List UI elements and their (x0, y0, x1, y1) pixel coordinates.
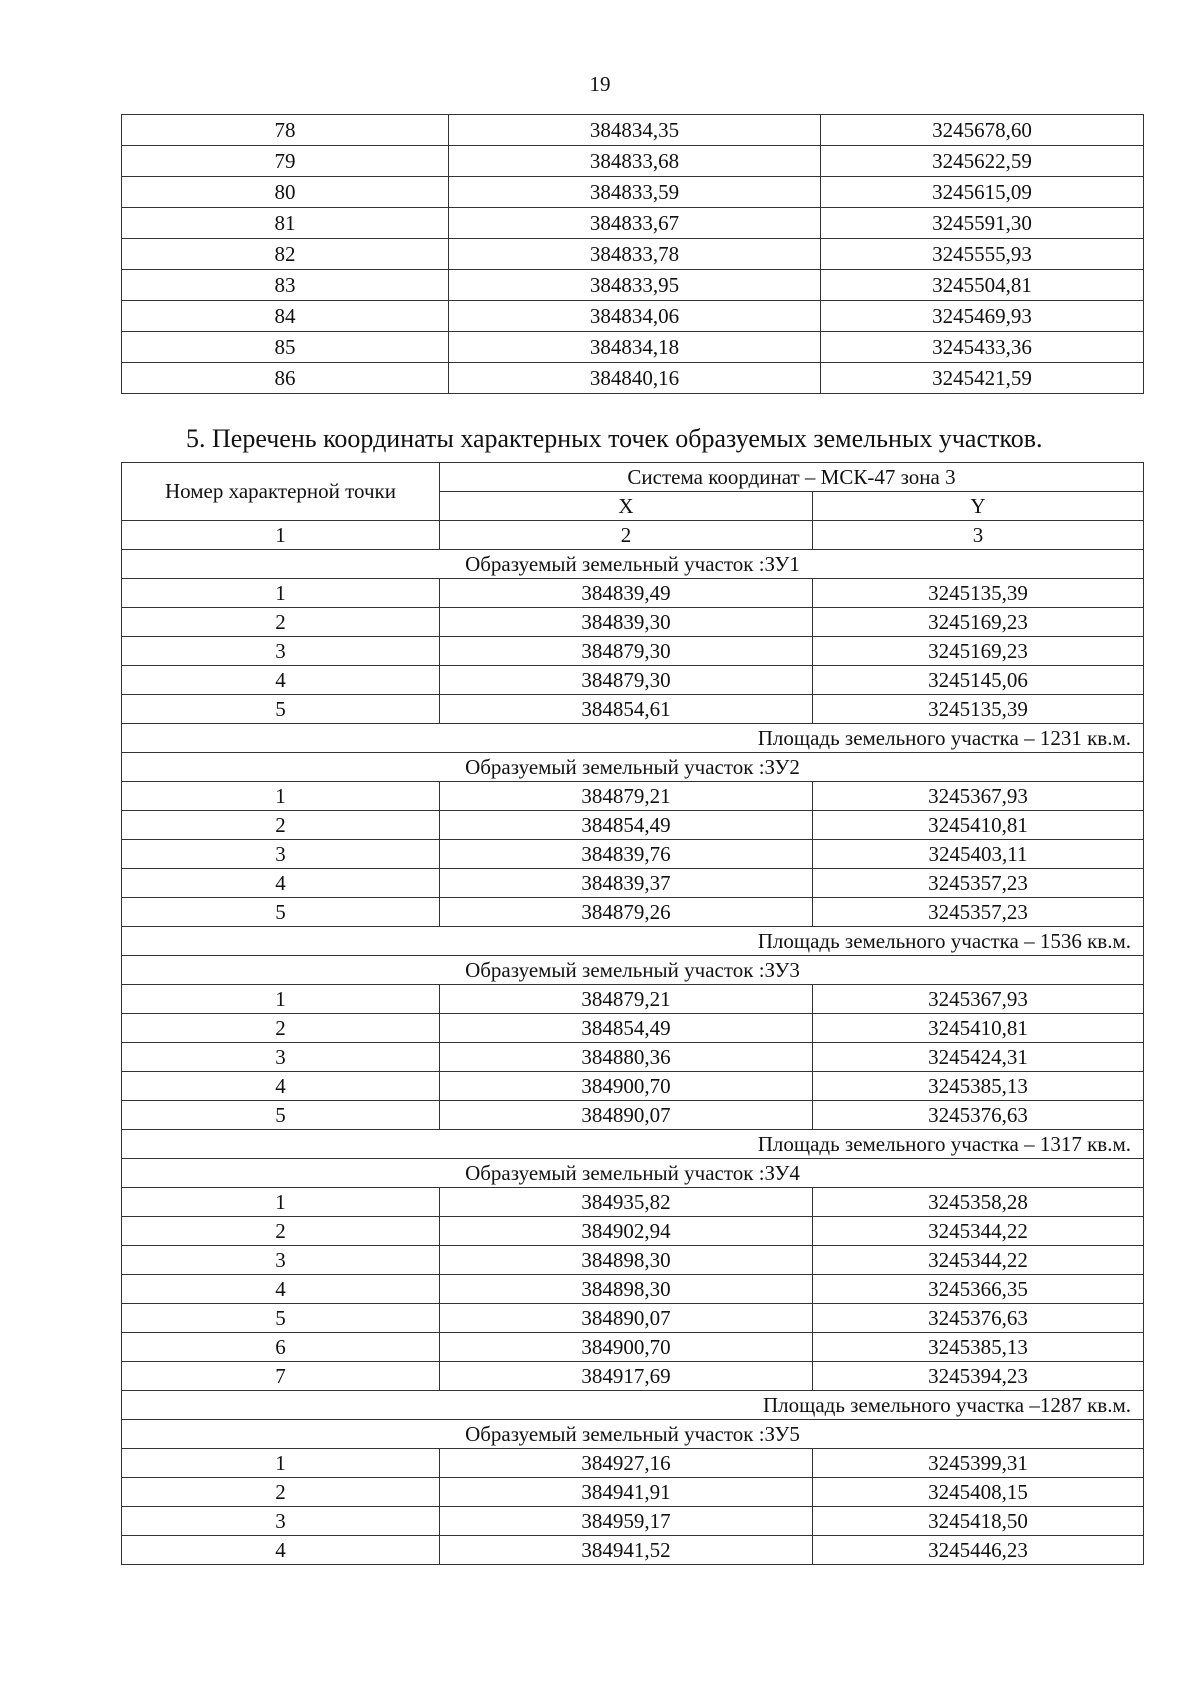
x-coordinate-cell: 384941,52 (440, 1536, 813, 1565)
y-coordinate-cell: 3245376,63 (813, 1304, 1144, 1333)
x-coordinate-cell: 384935,82 (440, 1188, 813, 1217)
x-column-header: X (440, 492, 813, 521)
point-number-cell: 86 (122, 363, 449, 394)
land-plot-title: Образуемый земельный участок :ЗУ5 (122, 1420, 1144, 1449)
point-number-cell: 5 (122, 1101, 440, 1130)
y-coordinate-cell: 3245385,13 (813, 1333, 1144, 1362)
land-plot-area-row (122, 724, 1144, 753)
y-coordinate-cell: 3245394,23 (813, 1362, 1144, 1391)
land-plot-area: Площадь земельного участка – 1231 кв.м. (122, 724, 1144, 753)
table-row (122, 1188, 1144, 1217)
y-coordinate-cell: 3245504,81 (821, 270, 1144, 301)
table-row (122, 1072, 1144, 1101)
y-coordinate-cell: 3245357,23 (813, 898, 1144, 927)
x-coordinate-cell: 384879,21 (440, 782, 813, 811)
point-number-cell: 4 (122, 1536, 440, 1565)
table-row (122, 1101, 1144, 1130)
point-number-cell: 5 (122, 1304, 440, 1333)
x-coordinate-cell: 384839,49 (440, 579, 813, 608)
table-row (122, 666, 1144, 695)
land-plot-title: Образуемый земельный участок :ЗУ3 (122, 956, 1144, 985)
x-coordinate-cell: 384839,30 (440, 608, 813, 637)
point-number-cell: 2 (122, 1014, 440, 1043)
y-coordinate-cell: 3245357,23 (813, 869, 1144, 898)
point-number-cell: 2 (122, 1217, 440, 1246)
y-coordinate-cell: 3245169,23 (813, 608, 1144, 637)
header-row (122, 463, 1144, 492)
y-coordinate-cell: 3245469,93 (821, 301, 1144, 332)
x-coordinate-cell: 384927,16 (440, 1449, 813, 1478)
x-coordinate-cell: 384898,30 (440, 1246, 813, 1275)
x-coordinate-cell: 384900,70 (440, 1333, 813, 1362)
y-coordinate-cell: 3245446,23 (813, 1536, 1144, 1565)
y-coordinate-cell: 3245408,15 (813, 1478, 1144, 1507)
column-number: 1 (122, 521, 440, 550)
coordinate-system-header: Система координат – МСК-47 зона 3 (440, 463, 1144, 492)
table-row (122, 1507, 1144, 1536)
point-number-cell: 3 (122, 1043, 440, 1072)
y-coordinate-cell: 3245169,23 (813, 637, 1144, 666)
coordinates-table-continued (121, 114, 1144, 394)
table-row (122, 332, 1144, 363)
table-row (122, 177, 1144, 208)
section-heading: 5. Перечень координаты характерных точек образуемых земельных участков. (186, 424, 1043, 453)
table-row (122, 1304, 1144, 1333)
y-coordinate-cell: 3245358,28 (813, 1188, 1144, 1217)
x-coordinate-cell: 384879,26 (440, 898, 813, 927)
point-number-cell: 3 (122, 840, 440, 869)
land-plot-area-row (122, 927, 1144, 956)
x-coordinate-cell: 384902,94 (440, 1217, 813, 1246)
table-row (122, 1362, 1144, 1391)
land-plot-title-row (122, 753, 1144, 782)
point-number-cell: 2 (122, 608, 440, 637)
x-coordinate-cell: 384834,06 (449, 301, 821, 332)
x-coordinate-cell: 384840,16 (449, 363, 821, 394)
table-row (122, 608, 1144, 637)
point-number-cell: 1 (122, 1188, 440, 1217)
y-coordinate-cell: 3245376,63 (813, 1101, 1144, 1130)
point-number-cell: 6 (122, 1333, 440, 1362)
table-row (122, 811, 1144, 840)
column-number-row (122, 521, 1144, 550)
x-coordinate-cell: 384880,36 (440, 1043, 813, 1072)
point-number-cell: 3 (122, 637, 440, 666)
point-number-cell: 4 (122, 666, 440, 695)
y-coordinate-cell: 3245421,59 (821, 363, 1144, 394)
x-coordinate-cell: 384941,91 (440, 1478, 813, 1507)
point-number-cell: 85 (122, 332, 449, 363)
land-plot-area-row (122, 1130, 1144, 1159)
point-number-cell: 78 (122, 115, 449, 146)
x-coordinate-cell: 384833,95 (449, 270, 821, 301)
y-coordinate-cell: 3245424,31 (813, 1043, 1144, 1072)
land-plot-title: Образуемый земельный участок :ЗУ1 (122, 550, 1144, 579)
table-row (122, 146, 1144, 177)
table-row (122, 1449, 1144, 1478)
point-number-cell: 1 (122, 1449, 440, 1478)
y-column-header: Y (813, 492, 1144, 521)
x-coordinate-cell: 384959,17 (440, 1507, 813, 1536)
point-number-cell: 1 (122, 985, 440, 1014)
x-coordinate-cell: 384890,07 (440, 1101, 813, 1130)
x-coordinate-cell: 384833,68 (449, 146, 821, 177)
x-coordinate-cell: 384839,37 (440, 869, 813, 898)
y-coordinate-cell: 3245344,22 (813, 1217, 1144, 1246)
table-row (122, 1043, 1144, 1072)
point-number-header: Номер характерной точки (122, 463, 440, 521)
land-plot-coordinates-table (121, 462, 1144, 1565)
table-row (122, 637, 1144, 666)
x-coordinate-cell: 384833,59 (449, 177, 821, 208)
point-number-cell: 1 (122, 579, 440, 608)
table-row (122, 1246, 1144, 1275)
table-row (122, 1275, 1144, 1304)
y-coordinate-cell: 3245135,39 (813, 695, 1144, 724)
land-plot-area-row (122, 1391, 1144, 1420)
point-number-cell: 2 (122, 1478, 440, 1507)
x-coordinate-cell: 384854,49 (440, 1014, 813, 1043)
table-row (122, 1333, 1144, 1362)
land-plot-title-row (122, 956, 1144, 985)
point-number-cell: 83 (122, 270, 449, 301)
y-coordinate-cell: 3245403,11 (813, 840, 1144, 869)
point-number-cell: 2 (122, 811, 440, 840)
x-coordinate-cell: 384898,30 (440, 1275, 813, 1304)
point-number-cell: 5 (122, 898, 440, 927)
x-coordinate-cell: 384879,30 (440, 637, 813, 666)
point-number-cell: 4 (122, 869, 440, 898)
x-coordinate-cell: 384879,21 (440, 985, 813, 1014)
x-coordinate-cell: 384879,30 (440, 666, 813, 695)
y-coordinate-cell: 3245622,59 (821, 146, 1144, 177)
table-row (122, 270, 1144, 301)
y-coordinate-cell: 3245135,39 (813, 579, 1144, 608)
y-coordinate-cell: 3245410,81 (813, 811, 1144, 840)
point-number-cell: 1 (122, 782, 440, 811)
y-coordinate-cell: 3245344,22 (813, 1246, 1144, 1275)
table-row (122, 1217, 1144, 1246)
land-plot-title-row (122, 1159, 1144, 1188)
x-coordinate-cell: 384834,18 (449, 332, 821, 363)
x-coordinate-cell: 384890,07 (440, 1304, 813, 1333)
table-row (122, 363, 1144, 394)
table-row (122, 579, 1144, 608)
y-coordinate-cell: 3245418,50 (813, 1507, 1144, 1536)
x-coordinate-cell: 384900,70 (440, 1072, 813, 1101)
page-number: 19 (589, 72, 611, 96)
table-row (122, 208, 1144, 239)
y-coordinate-cell: 3245678,60 (821, 115, 1144, 146)
table-row (122, 898, 1144, 927)
table-row (122, 869, 1144, 898)
point-number-cell: 3 (122, 1507, 440, 1536)
point-number-cell: 3 (122, 1246, 440, 1275)
y-coordinate-cell: 3245433,36 (821, 332, 1144, 363)
column-number: 3 (813, 521, 1144, 550)
x-coordinate-cell: 384854,61 (440, 695, 813, 724)
column-number: 2 (440, 521, 813, 550)
table-row (122, 115, 1144, 146)
y-coordinate-cell: 3245367,93 (813, 782, 1144, 811)
point-number-cell: 4 (122, 1275, 440, 1304)
y-coordinate-cell: 3245410,81 (813, 1014, 1144, 1043)
x-coordinate-cell: 384834,35 (449, 115, 821, 146)
x-coordinate-cell: 384833,67 (449, 208, 821, 239)
point-number-cell: 4 (122, 1072, 440, 1101)
land-plot-title-row (122, 550, 1144, 579)
land-plot-area: Площадь земельного участка – 1536 кв.м. (122, 927, 1144, 956)
table-row (122, 695, 1144, 724)
x-coordinate-cell: 384917,69 (440, 1362, 813, 1391)
table-row (122, 239, 1144, 270)
point-number-cell: 7 (122, 1362, 440, 1391)
table-row (122, 1478, 1144, 1507)
y-coordinate-cell: 3245367,93 (813, 985, 1144, 1014)
x-coordinate-cell: 384854,49 (440, 811, 813, 840)
point-number-cell: 82 (122, 239, 449, 270)
y-coordinate-cell: 3245145,06 (813, 666, 1144, 695)
point-number-cell: 5 (122, 695, 440, 724)
table-row (122, 840, 1144, 869)
table-row (122, 782, 1144, 811)
y-coordinate-cell: 3245366,35 (813, 1275, 1144, 1304)
table-row (122, 1536, 1144, 1565)
point-number-cell: 79 (122, 146, 449, 177)
x-coordinate-cell: 384839,76 (440, 840, 813, 869)
y-coordinate-cell: 3245555,93 (821, 239, 1144, 270)
x-coordinate-cell: 384833,78 (449, 239, 821, 270)
y-coordinate-cell: 3245615,09 (821, 177, 1144, 208)
point-number-cell: 81 (122, 208, 449, 239)
y-coordinate-cell: 3245591,30 (821, 208, 1144, 239)
table-row (122, 301, 1144, 332)
land-plot-title-row (122, 1420, 1144, 1449)
land-plot-area: Площадь земельного участка – 1317 кв.м. (122, 1130, 1144, 1159)
y-coordinate-cell: 3245385,13 (813, 1072, 1144, 1101)
land-plot-area: Площадь земельного участка –1287 кв.м. (122, 1391, 1144, 1420)
land-plot-title: Образуемый земельный участок :ЗУ4 (122, 1159, 1144, 1188)
y-coordinate-cell: 3245399,31 (813, 1449, 1144, 1478)
point-number-cell: 80 (122, 177, 449, 208)
point-number-cell: 84 (122, 301, 449, 332)
table-row (122, 985, 1144, 1014)
land-plot-title: Образуемый земельный участок :ЗУ2 (122, 753, 1144, 782)
table-row (122, 1014, 1144, 1043)
